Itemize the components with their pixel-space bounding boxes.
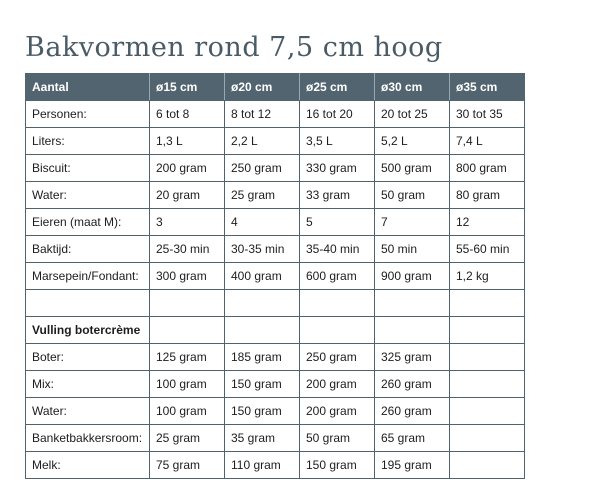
table-row-baktijd bbox=[26, 236, 525, 263]
row-label: Water: bbox=[26, 182, 150, 209]
table-cell: 33 gram bbox=[300, 182, 375, 209]
table-cell: 3,5 L bbox=[300, 128, 375, 155]
table-cell: 25 gram bbox=[225, 182, 300, 209]
row-label: Banketbakkersroom: bbox=[26, 425, 150, 452]
table-cell: 12 bbox=[450, 209, 525, 236]
table-row-melk bbox=[26, 452, 525, 479]
empty-cell bbox=[225, 317, 300, 344]
row-label: Baktijd: bbox=[26, 236, 150, 263]
row-label: Personen: bbox=[26, 101, 150, 128]
empty-cell bbox=[300, 290, 375, 317]
table-row-biscuit bbox=[26, 155, 525, 182]
table-cell: 75 gram bbox=[150, 452, 225, 479]
table-cell: 800 gram bbox=[450, 155, 525, 182]
empty-cell bbox=[150, 317, 225, 344]
table-cell: 400 gram bbox=[225, 263, 300, 290]
table-cell: 50 min bbox=[375, 236, 450, 263]
table-cell: 30 tot 35 bbox=[450, 101, 525, 128]
empty-cell bbox=[26, 290, 150, 317]
table-cell: 30-35 min bbox=[225, 236, 300, 263]
empty-cell bbox=[150, 290, 225, 317]
table-cell: 2,2 L bbox=[225, 128, 300, 155]
table-row-personen bbox=[26, 101, 525, 128]
table-cell: 50 gram bbox=[375, 182, 450, 209]
table-cell: 195 gram bbox=[375, 452, 450, 479]
table-row-water bbox=[26, 182, 525, 209]
row-label: Melk: bbox=[26, 452, 150, 479]
table-cell: 200 gram bbox=[150, 155, 225, 182]
header-cell-15cm: ø15 cm bbox=[150, 74, 225, 101]
table-cell: 5,2 L bbox=[375, 128, 450, 155]
table-header-row bbox=[26, 74, 525, 101]
table-cell: 100 gram bbox=[150, 371, 225, 398]
row-label: Marsepein/Fondant: bbox=[26, 263, 150, 290]
table-cell bbox=[450, 371, 525, 398]
table-row-eieren bbox=[26, 209, 525, 236]
row-label: Boter: bbox=[26, 344, 150, 371]
table-cell bbox=[450, 344, 525, 371]
table-cell: 500 gram bbox=[375, 155, 450, 182]
section-row-vulling bbox=[26, 317, 525, 344]
row-label: Mix: bbox=[26, 371, 150, 398]
header-cell-25cm: ø25 cm bbox=[300, 74, 375, 101]
table-cell: 260 gram bbox=[375, 398, 450, 425]
page-title: Bakvormen rond 7,5 cm hoog bbox=[25, 32, 443, 63]
row-label: Liters: bbox=[26, 128, 150, 155]
section-heading: Vulling botercrème bbox=[26, 317, 150, 344]
table-cell: 125 gram bbox=[150, 344, 225, 371]
table-cell: 8 tot 12 bbox=[225, 101, 300, 128]
table-cell: 35 gram bbox=[225, 425, 300, 452]
header-cell-20cm: ø20 cm bbox=[225, 74, 300, 101]
table-cell: 250 gram bbox=[225, 155, 300, 182]
header-cell-aantal: Aantal bbox=[26, 74, 150, 101]
table-cell: 16 tot 20 bbox=[300, 101, 375, 128]
table-cell: 55-60 min bbox=[450, 236, 525, 263]
table-cell: 200 gram bbox=[300, 371, 375, 398]
header-cell-30cm: ø30 cm bbox=[375, 74, 450, 101]
table-cell: 1,3 L bbox=[150, 128, 225, 155]
table-row-water-filling bbox=[26, 398, 525, 425]
table-cell: 185 gram bbox=[225, 344, 300, 371]
empty-cell bbox=[375, 290, 450, 317]
table-cell: 65 gram bbox=[375, 425, 450, 452]
table-cell: 7,4 L bbox=[450, 128, 525, 155]
table-cell bbox=[450, 425, 525, 452]
empty-cell bbox=[450, 290, 525, 317]
table-cell: 600 gram bbox=[300, 263, 375, 290]
table-cell: 25 gram bbox=[150, 425, 225, 452]
empty-cell bbox=[225, 290, 300, 317]
table-row-mix bbox=[26, 371, 525, 398]
table-cell: 330 gram bbox=[300, 155, 375, 182]
row-label: Water: bbox=[26, 398, 150, 425]
table-cell: 300 gram bbox=[150, 263, 225, 290]
table-cell: 6 tot 8 bbox=[150, 101, 225, 128]
table-cell bbox=[450, 398, 525, 425]
table-cell: 110 gram bbox=[225, 452, 300, 479]
table-cell: 4 bbox=[225, 209, 300, 236]
table-row-banketbakkersroom bbox=[26, 425, 525, 452]
table-cell: 25-30 min bbox=[150, 236, 225, 263]
table-cell: 150 gram bbox=[225, 371, 300, 398]
table-cell: 1,2 kg bbox=[450, 263, 525, 290]
row-label: Biscuit: bbox=[26, 155, 150, 182]
table-cell: 80 gram bbox=[450, 182, 525, 209]
table-row-liters bbox=[26, 128, 525, 155]
row-label: Eieren (maat M): bbox=[26, 209, 150, 236]
table-cell: 325 gram bbox=[375, 344, 450, 371]
table-cell: 250 gram bbox=[300, 344, 375, 371]
table-cell: 260 gram bbox=[375, 371, 450, 398]
table-cell: 3 bbox=[150, 209, 225, 236]
table-cell: 35-40 min bbox=[300, 236, 375, 263]
table-cell: 200 gram bbox=[300, 398, 375, 425]
table-row-marsepein bbox=[26, 263, 525, 290]
table-cell: 5 bbox=[300, 209, 375, 236]
table-cell: 50 gram bbox=[300, 425, 375, 452]
empty-cell bbox=[375, 317, 450, 344]
table-cell: 20 tot 25 bbox=[375, 101, 450, 128]
baking-table bbox=[25, 73, 525, 479]
table-cell: 900 gram bbox=[375, 263, 450, 290]
table-row-empty bbox=[26, 290, 525, 317]
table-cell bbox=[450, 452, 525, 479]
table-cell: 7 bbox=[375, 209, 450, 236]
table-cell: 20 gram bbox=[150, 182, 225, 209]
header-cell-35cm: ø35 cm bbox=[450, 74, 525, 101]
empty-cell bbox=[450, 317, 525, 344]
empty-cell bbox=[300, 317, 375, 344]
table-cell: 100 gram bbox=[150, 398, 225, 425]
table-cell: 150 gram bbox=[225, 398, 300, 425]
table-row-boter bbox=[26, 344, 525, 371]
table-cell: 150 gram bbox=[300, 452, 375, 479]
